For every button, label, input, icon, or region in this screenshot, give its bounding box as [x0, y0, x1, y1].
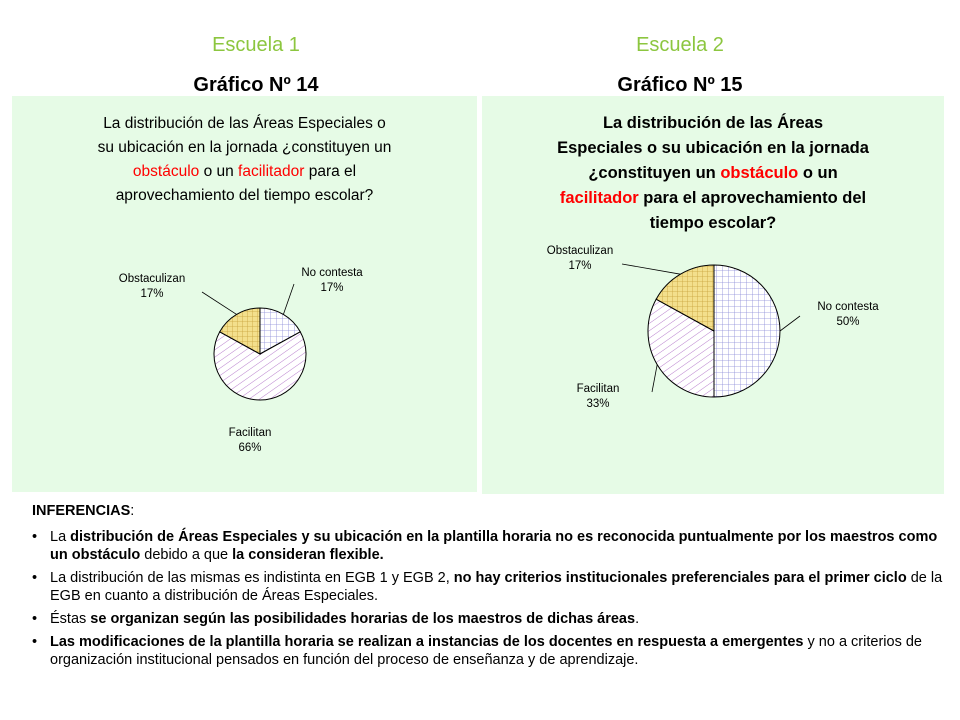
- right-pie-chart: [482, 96, 944, 494]
- right-label-no-contesta: [798, 300, 898, 330]
- inferences-heading: INFERENCIAS:: [32, 503, 135, 519]
- right-slice-label-name-obstaculizan: Obstaculizan: [546, 245, 614, 257]
- right-slice-label-name-facilitan: Facilitan: [576, 383, 620, 395]
- left-chart-number: Gráfico Nº 14: [193, 74, 319, 96]
- right-slice-label-value-facilitan: 33%: [586, 398, 610, 410]
- right-slice-label-value-obstaculizan: 17%: [568, 260, 592, 272]
- inferences-list: [32, 528, 947, 669]
- left-label-facilitan: [200, 426, 300, 456]
- right-school-label: Escuela 2: [636, 34, 724, 56]
- left-chart-panel: [12, 96, 477, 492]
- right-slice-label-value-no-contesta: 50%: [836, 316, 860, 328]
- left-label-obstaculizan: [102, 272, 202, 302]
- left-slice-label-name-facilitan: Facilitan: [228, 427, 272, 439]
- right-label-obstaculizan: [530, 244, 630, 274]
- inference-item: • La distribución de Áreas Especiales y su ubicación en la plantilla horaria no es reconocida puntualmente por los maestros como un obstáculo debido a que la consideran flexible.: [32, 528, 947, 564]
- inferences-section: [32, 502, 947, 674]
- left-chart-title: La distribución de las Áreas Especiales o su ubicación en la jornada ¿constituyen un obstáculo o un facilitador para el aprovechamiento del tiempo escolar?: [97, 115, 392, 204]
- right-leader-line: [780, 316, 800, 331]
- left-slice-label-value-facilitan: 66%: [238, 442, 262, 454]
- right-chart-title: La distribución de las Áreas Especiales o su ubicación en la jornada ¿constituyen un obstáculo o un facilitador para el aprovechamiento del tiempo escolar?: [557, 114, 869, 232]
- right-chart-panel: [482, 96, 944, 494]
- right-leader-line: [652, 365, 657, 392]
- inference-item: • Las modificaciones de la plantilla horaria se realizan a instancias de los docentes en respuesta a emergentes y no a criterios de organización institucional pensados en función del proceso de enseñanza y de aprendizaje.: [32, 633, 947, 669]
- left-school-label: Escuela 1: [212, 34, 300, 56]
- left-leader-line: [202, 292, 237, 314]
- left-slice-label-value-no-contesta: 17%: [320, 282, 344, 294]
- right-chart-number: Gráfico Nº 15: [617, 74, 743, 96]
- left-slice-label-name-obstaculizan: Obstaculizan: [118, 273, 186, 285]
- right-slice-label-name-no-contesta: No contesta: [817, 301, 879, 313]
- left-label-no-contesta: [282, 266, 382, 296]
- left-slice-label-value-obstaculizan: 17%: [140, 288, 164, 300]
- inference-item: • Éstas se organizan según las posibilidades horarias de los maestros de dichas áreas.: [32, 610, 947, 628]
- right-leader-line: [622, 264, 680, 274]
- inference-item: • La distribución de las mismas es indistinta en EGB 1 y EGB 2, no hay criterios institucionales preferenciales para el primer ciclo de la EGB en cuanto a distribución de Áreas Especiales.: [32, 569, 947, 605]
- right-label-facilitan: [548, 382, 648, 412]
- left-slice-label-name-no-contesta: No contesta: [301, 267, 363, 279]
- right-slice-no-contesta: [714, 265, 780, 397]
